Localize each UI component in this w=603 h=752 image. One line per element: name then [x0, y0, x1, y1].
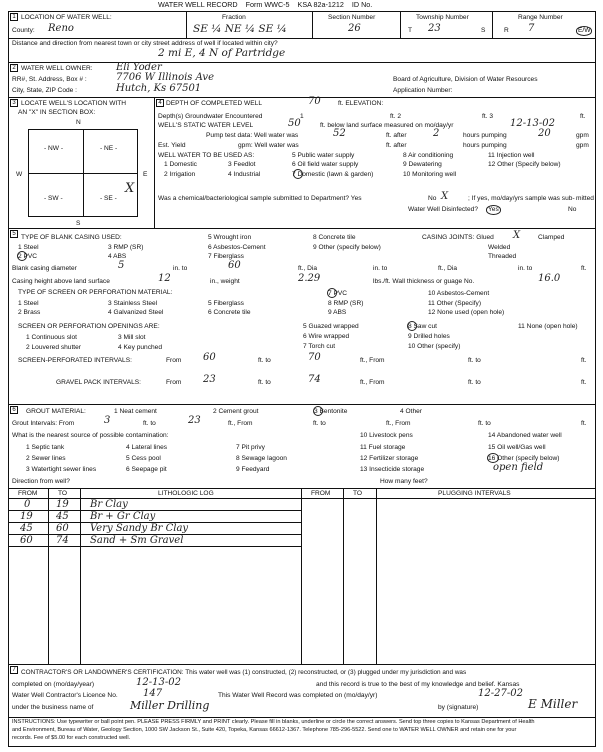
grout-to-value: 23 — [188, 415, 201, 426]
township-label: Township Number — [416, 14, 469, 21]
screen-3[interactable]: 3 Stainless Steel — [108, 300, 158, 307]
welded[interactable]: Welded — [488, 244, 511, 251]
application-number-label: Application Number: — [393, 87, 453, 94]
signature: E Miller — [528, 697, 578, 711]
joints-label: CASING JOINTS: Glued — [422, 234, 494, 241]
gravel-from-value: 23 — [203, 374, 216, 385]
disinfected-no[interactable]: No — [568, 206, 577, 213]
log-row-1-from: 0 — [24, 499, 31, 510]
log-from-header: FROM — [18, 490, 38, 497]
opening-1[interactable]: 1 Continuous slot — [26, 334, 77, 341]
used-as-label: WELL WATER TO BE USED AS: — [158, 152, 255, 159]
quadrant-nw: - NW - — [44, 145, 64, 152]
grout-intervals-label: Grout Intervals: From — [12, 420, 75, 427]
threaded[interactable]: Threaded — [488, 253, 517, 260]
gravel-ft-from: ft., From — [360, 379, 385, 386]
plug-from-header: FROM — [311, 490, 331, 497]
log-row-2-from: 19 — [20, 511, 33, 522]
instructions-line-3: records. Fee of $5.00 for each constructed well. — [12, 735, 131, 741]
completed-label: completed on (mo/day/year) — [12, 681, 95, 688]
screen-1[interactable]: 1 Steel — [18, 300, 39, 307]
contam-1[interactable]: 1 Septic tank — [26, 444, 65, 451]
completed-value: 12-13-02 — [136, 677, 181, 688]
board-label: Board of Agriculture, Division of Water Resources — [393, 76, 538, 83]
compass-s: S — [76, 220, 81, 227]
static-text: ft. below land surface measured on mo/day/yr — [320, 122, 454, 129]
est-gpm-2: gpm — [576, 142, 589, 149]
use-3[interactable]: 3 Feedlot — [228, 161, 256, 168]
contam-15[interactable]: 15 Oil well/Gas well — [488, 444, 546, 451]
est-hours: hours pumping — [463, 142, 507, 149]
static-label: WELL'S STATIC WATER LEVEL — [158, 122, 254, 129]
log-row-4-desc: Sand + Sm Gravel — [90, 535, 184, 546]
est-yield-label: Est. Yield — [158, 142, 186, 149]
log-row-3-from: 45 — [20, 523, 33, 534]
casing-3[interactable]: 3 RMP (SR) — [108, 244, 144, 251]
section-6-number: 6 — [10, 406, 18, 414]
pump-label: Pump test data: Well water was — [206, 132, 299, 139]
diam-to-value: 60 — [228, 260, 241, 271]
opening-9[interactable]: 9 Drilled holes — [408, 333, 450, 340]
opening-8[interactable]: 8 Saw cut — [408, 323, 437, 330]
depth-label: DEPTH OF COMPLETED WELL — [166, 100, 262, 107]
screen-4[interactable]: 4 Galvanized Steel — [108, 309, 164, 316]
grout-2[interactable]: 2 Cement grout — [213, 408, 259, 415]
license-value: 147 — [143, 688, 163, 699]
address-label: RR#, St. Address, Box # : — [12, 76, 87, 83]
contam-11[interactable]: 11 Fuel storage — [360, 444, 406, 451]
instructions-line-2: and Environment, Bureau of Water, Geology Section, 1000 SW Jackson St., Suite 420, Topeka, Kansas 66612-1367. Telephone 785-296-5522. Send one to WATER WELL OWNER and retain one for your — [12, 727, 517, 733]
opening-5[interactable]: 5 Guazed wrapped — [303, 323, 359, 330]
quadrant-ne: - NE - — [100, 145, 118, 152]
opening-8-circle — [407, 321, 417, 331]
pump-after: ft. after — [386, 132, 407, 139]
opening-6[interactable]: 6 Wire wrapped — [303, 333, 350, 340]
pump-gpm-label: gpm — [576, 132, 589, 139]
section-4-number: 4 — [156, 99, 164, 107]
static-value: 50 — [288, 118, 301, 129]
record-date-value: 12-27-02 — [478, 688, 523, 699]
grout-ft-to: ft. to — [313, 420, 326, 427]
blank-diameter-value: 5 — [118, 260, 125, 271]
glued-mark: X — [513, 230, 521, 241]
screen-6[interactable]: 6 Concrete tile — [208, 309, 251, 316]
use-1[interactable]: 1 Domestic — [164, 161, 197, 168]
distance-label: Distance and direction from nearest town or city street address of well if located within city? — [12, 40, 278, 47]
chem-no[interactable]: No — [428, 195, 437, 202]
grout-ft-end: ft. — [581, 420, 587, 427]
plug-to-header: TO — [353, 490, 363, 497]
grout-4[interactable]: 4 Other — [400, 408, 422, 415]
township-s: S — [481, 27, 486, 34]
distance-value: 2 mi E, 4 N of Partridge — [158, 47, 286, 59]
screen-12[interactable]: 12 None used (open hole) — [428, 309, 505, 316]
casing-6[interactable]: 6 Asbestos-Cement — [208, 244, 266, 251]
signature-label: by (signature) — [438, 704, 479, 711]
location-label: LOCATION OF WATER WELL: — [21, 14, 112, 21]
opening-10[interactable]: 10 Other (specify) — [408, 343, 461, 350]
log-row-2-to: 45 — [56, 511, 69, 522]
disinfected-label: Water Well Disinfected? — [408, 206, 478, 213]
weight-value: 2.29 — [298, 273, 321, 284]
use-5[interactable]: 5 Public water supply — [292, 152, 355, 159]
use-10[interactable]: 10 Monitoring well — [403, 171, 457, 178]
opening-7[interactable]: 7 Torch cut — [303, 343, 336, 350]
gravel-from-label: From — [166, 379, 182, 386]
screen-type-label: TYPE OF SCREEN OR PERFORATION MATERIAL: — [18, 289, 173, 296]
contam-5[interactable]: 5 Cess pool — [126, 455, 161, 462]
record-completed-label: This Water Well Record was completed on (mo/day/yr) — [218, 692, 378, 699]
fraction-value: SE ¼ NE ¼ SE ¼ — [193, 23, 287, 35]
contam-16[interactable]: 16 Other (specify below) — [488, 455, 560, 462]
business-value: Miller Drilling — [130, 699, 210, 712]
compass-e: E — [143, 171, 148, 178]
true-text: and this record is true to the best of my knowledge and belief. Kansas — [316, 681, 520, 688]
gw-3: ft. 3 — [482, 113, 493, 120]
screen-7[interactable]: 7 PVC — [328, 290, 348, 297]
use-7[interactable]: 7 Domestic (lawn & garden) — [292, 171, 374, 178]
section-2-number: 2 — [10, 64, 18, 72]
est-gpm: gpm: Well water was — [238, 142, 299, 149]
section-7-number: 7 — [10, 666, 18, 674]
grout-ft-from: ft., From — [228, 420, 253, 427]
id-number-label: ID No. — [351, 0, 373, 9]
disinfected-yes[interactable]: Yes — [488, 206, 499, 213]
log-row-3-to: 60 — [56, 523, 69, 534]
opening-4[interactable]: 4 Key punched — [118, 344, 162, 351]
weight-label: in., weight — [210, 278, 240, 285]
gw-1: 1 — [300, 113, 304, 120]
section-number-label: Section Number — [328, 14, 376, 21]
grout-1[interactable]: 1 Neat cement — [114, 408, 157, 415]
use-6[interactable]: 6 Oil field water supply — [292, 161, 359, 168]
diam-ft-dia: ft., Dia — [298, 265, 318, 272]
compass-n: N — [76, 119, 81, 126]
screen-5[interactable]: 5 Fiberglass — [208, 300, 244, 307]
quadrant-se: - SE - — [100, 195, 117, 202]
opening-11[interactable]: 11 None (open hole) — [518, 323, 578, 330]
form-title: WATER WELL RECORD — [158, 0, 238, 9]
openings-label: SCREEN OR PERFORATION OPENINGS ARE: — [18, 323, 160, 330]
screen-ft-to: ft. to — [468, 357, 481, 364]
depth-value: 70 — [308, 96, 321, 107]
diam-in-to: in. to — [173, 265, 188, 272]
fraction-label: Fraction — [222, 14, 246, 21]
groundwater-label: Depth(s) Groundwater Encountered — [158, 113, 263, 120]
contam-8[interactable]: 8 Sewage lagoon — [236, 455, 287, 462]
screen-to-value: 70 — [308, 352, 321, 363]
plugging-intervals-header: PLUGGING INTERVALS — [438, 490, 511, 497]
form-header — [158, 1, 372, 9]
use-2[interactable]: 2 Irrigation — [164, 171, 196, 178]
address-value: 7706 W Illinois Ave — [116, 72, 214, 83]
county-value: Reno — [48, 23, 74, 34]
pump-hours: 2 — [433, 128, 440, 139]
business-label: under the business name of — [12, 704, 94, 711]
use-8[interactable]: 8 Air conditioning — [403, 152, 454, 159]
gravel-ft-end: ft. — [581, 379, 587, 386]
how-many-feet-label: How many feet? — [380, 478, 428, 485]
lithologic-log-header: LITHOLOGIC LOG — [158, 490, 214, 497]
grout-to-label: ft. to — [143, 420, 156, 427]
contam-14[interactable]: 14 Abandoned water well — [488, 432, 562, 439]
section-1-number: 1 — [10, 13, 18, 21]
grout-ft-to-2: ft. to — [478, 420, 491, 427]
direction-label: Direction from well? — [12, 478, 70, 485]
log-row-1-to: 19 — [56, 499, 69, 510]
static-date: 12-13-02 — [510, 118, 555, 129]
pump-hours-text: hours pumping — [463, 132, 507, 139]
use-11[interactable]: 11 Injection well — [488, 152, 535, 159]
gravel-label: GRAVEL PACK INTERVALS: — [56, 379, 142, 386]
casing-4[interactable]: 4 ABS — [108, 253, 127, 260]
casing-2[interactable]: 2 PVC — [18, 253, 38, 260]
log-to-header: TO — [58, 490, 68, 497]
opening-2[interactable]: 2 Louvered shutter — [26, 344, 81, 351]
log-row-1-desc: Br Clay — [90, 499, 128, 510]
casing-type-label: TYPE OF BLANK CASING USED: — [21, 234, 122, 241]
chem-no-mark: X — [441, 191, 449, 202]
instructions-line-1: INSTRUCTIONS: Use typewriter or ball point pen. PLEASE PRESS FIRMLY and PRINT clearly. Please fill in blanks, underline or circle the correct answers. Send top three copies to Kansas Department of Health — [12, 719, 535, 725]
contam-12[interactable]: 12 Fertilizer storage — [360, 455, 419, 462]
city-value: Hutch, Ks 67501 — [116, 83, 202, 94]
gw-ft: ft. — [580, 113, 586, 120]
chem-rest: ; If yes, mo/day/yrs sample was sub- — [468, 195, 575, 202]
range-label: Range Number — [518, 14, 563, 21]
contam-7[interactable]: 7 Pit privy — [236, 444, 265, 451]
use-9[interactable]: 9 Dewatering — [403, 161, 442, 168]
gravel-ft-to: ft. to — [468, 379, 481, 386]
gravel-to-value: 74 — [308, 374, 321, 385]
elevation-label: ft. ELEVATION: — [338, 100, 384, 107]
range-ew: E/W — [578, 27, 591, 34]
township-value: 23 — [428, 23, 441, 34]
screen-ft-from: ft., From — [360, 357, 385, 364]
range-value: 7 — [528, 23, 535, 34]
grout-3[interactable]: 3 Bentonite — [314, 408, 348, 415]
contam-10[interactable]: 10 Livestock pens — [360, 432, 413, 439]
casing-8[interactable]: 8 Concrete tile — [313, 234, 356, 241]
gw-2: ft. 2 — [390, 113, 401, 120]
screen-ft-end: ft. — [581, 357, 587, 364]
casing-9[interactable]: 9 Other (specify below) — [313, 244, 381, 251]
certification-text: CONTRACTOR'S OR LANDOWNER'S CERTIFICATION: This water well was (1) constructed, (2) reconstructed, or (3) plugged under my jurisdiction and was — [21, 669, 467, 676]
contam-13[interactable]: 13 Insecticide storage — [360, 466, 425, 473]
diam-in-to-2: in. to — [373, 265, 388, 272]
diam-in-to-3: in. to — [518, 265, 533, 272]
casing-height-label: Casing height above land surface — [12, 278, 110, 285]
est-after: ft. after — [386, 142, 407, 149]
locate-label: LOCATE WELL'S LOCATION WITH — [21, 100, 127, 107]
log-row-4-to: 74 — [56, 535, 69, 546]
clamped[interactable]: Clamped — [538, 234, 565, 241]
screen-from-value: 60 — [203, 352, 216, 363]
contam-9[interactable]: 9 Feedyard — [236, 466, 270, 473]
city-label: City, State, ZIP Code : — [12, 87, 77, 94]
pump-value: 52 — [333, 128, 346, 139]
chem-label: Was a chemical/bacteriological sample submitted to Department? Yes — [158, 195, 362, 202]
contam-6[interactable]: 6 Seepage pit — [126, 466, 167, 473]
blank-diameter-label: Blank casing diameter — [12, 265, 77, 272]
opening-3[interactable]: 3 Mill slot — [118, 334, 146, 341]
casing-height-value: 12 — [158, 273, 171, 284]
form-number: Form WWC-5 — [245, 0, 290, 9]
casing-5[interactable]: 5 Wrought iron — [208, 234, 252, 241]
range-r: R — [504, 27, 509, 34]
grout-label: GROUT MATERIAL: — [26, 408, 86, 415]
gravel-to-label: ft. to — [258, 379, 271, 386]
diam-ft-end: ft. — [581, 265, 587, 272]
screen-intervals-label: SCREEN-PERFORATED INTERVALS: — [18, 357, 132, 364]
section-number-value: 26 — [348, 23, 361, 34]
county-label: County: — [12, 27, 35, 34]
grout-from-value: 3 — [104, 415, 111, 426]
grout-3-circle — [313, 406, 323, 416]
locate-label-2: AN "X" IN SECTION BOX: — [18, 109, 96, 116]
contamination-label: What is the nearest source of possible contamination: — [12, 432, 169, 439]
log-row-3-desc: Very Sandy Br Clay — [90, 523, 189, 534]
owner-label: WATER WELL OWNER: — [21, 65, 93, 72]
casing-1[interactable]: 1 Steel — [18, 244, 39, 251]
screen-from-label: From — [166, 357, 182, 364]
grout-ft-from-2: ft., From — [386, 420, 411, 427]
section-5-number: 5 — [10, 230, 18, 238]
screen-8[interactable]: 8 RMP (SR) — [328, 300, 364, 307]
casing-2-circle — [17, 251, 27, 261]
contam-3[interactable]: 3 Watertight sewer lines — [26, 466, 97, 473]
location-x-mark: X — [125, 181, 135, 196]
screen-2[interactable]: 2 Brass — [18, 309, 41, 316]
pump-gpm: 20 — [538, 128, 551, 139]
contam-2[interactable]: 2 Sewer lines — [26, 455, 66, 462]
use-7-circle — [293, 169, 303, 179]
compass-w: W — [16, 171, 23, 178]
section-3-number: 3 — [10, 99, 18, 107]
casing-7[interactable]: 7 Fiberglass — [208, 253, 244, 260]
chem-mitted: mitted — [576, 195, 594, 202]
use-12[interactable]: 12 Other (Specify below) — [488, 161, 561, 168]
lbs-label: lbs./ft. Wall thickness or guage No. — [373, 278, 475, 285]
screen-10[interactable]: 10 Asbestos-Cement — [428, 290, 490, 297]
ksa-ref: KSA 82a-1212 — [297, 0, 344, 9]
license-label: Water Well Contractor's Licence No. — [12, 692, 118, 699]
quadrant-sw: - SW - — [44, 195, 63, 202]
screen-to-label: ft. to — [258, 357, 271, 364]
contam-4[interactable]: 4 Lateral lines — [126, 444, 168, 451]
diam-ft-dia-2: ft., Dia — [438, 265, 458, 272]
township-t: T — [408, 27, 413, 34]
log-row-4-from: 60 — [20, 535, 33, 546]
screen-11[interactable]: 11 Other (Specify) — [428, 300, 482, 307]
owner-value: Eli Yoder — [116, 62, 162, 73]
screen-9[interactable]: 9 ABS — [328, 309, 347, 316]
log-row-2-desc: Br + Gr Clay — [90, 511, 156, 522]
screen-7-circle — [327, 288, 337, 298]
contam-other-value: open field — [493, 462, 544, 473]
gauge-value: 16.0 — [538, 273, 561, 284]
use-4[interactable]: 4 Industrial — [228, 171, 261, 178]
